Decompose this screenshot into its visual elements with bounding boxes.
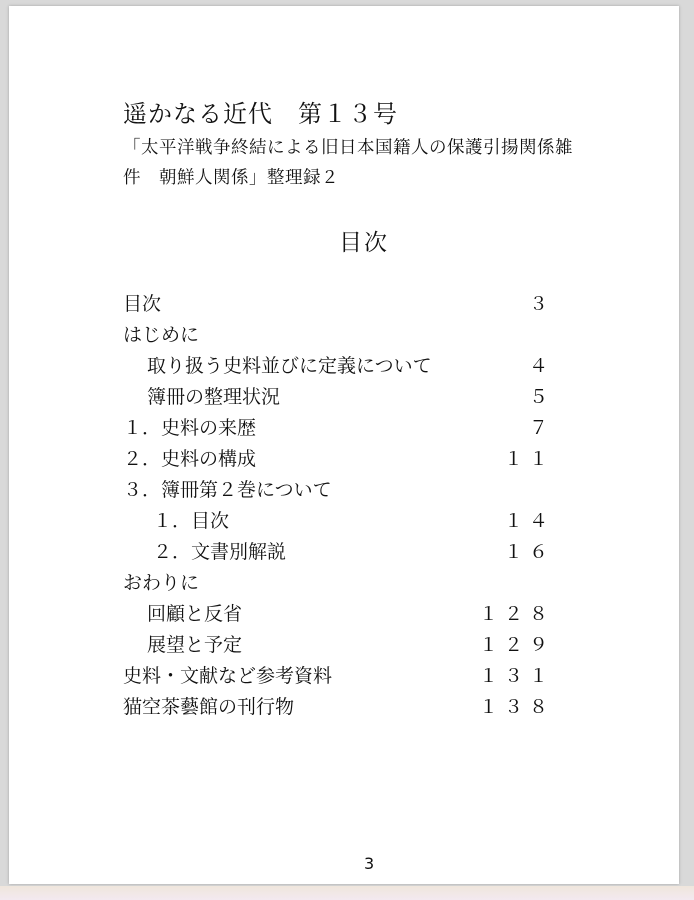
page-number: 3 bbox=[364, 854, 375, 873]
document-subtitle bbox=[123, 133, 623, 193]
toc-entry bbox=[123, 351, 554, 382]
toc-entry bbox=[123, 599, 554, 630]
toc-entry bbox=[123, 630, 554, 661]
toc-entry bbox=[123, 661, 554, 692]
subtitle-line-1: 「太平洋戦争終結による旧日本国籍人の保護引揚関係雑 bbox=[123, 138, 573, 158]
toc-entry-label: ２．史料の構成 bbox=[123, 448, 257, 470]
toc-entry bbox=[123, 444, 554, 475]
table-of-contents bbox=[123, 289, 554, 723]
toc-entry bbox=[123, 320, 548, 351]
toc-entry-label: 簿冊の整理状況 bbox=[147, 386, 281, 408]
toc-entry-label: １．史料の来歴 bbox=[123, 417, 257, 439]
toc-entry-page: １２９ bbox=[478, 634, 554, 656]
toc-entry bbox=[123, 475, 548, 506]
toc-entry bbox=[123, 289, 554, 320]
toc-entry bbox=[123, 537, 554, 568]
toc-entry-page: １３１ bbox=[478, 665, 554, 687]
toc-entry-label: ２．文書別解説 bbox=[153, 541, 287, 563]
toc-entry-label: はじめに bbox=[123, 324, 200, 346]
toc-entry bbox=[123, 506, 554, 537]
toc-entry-page: ３ bbox=[528, 293, 554, 315]
toc-heading: 目次 bbox=[339, 230, 389, 256]
toc-entry-page: １３８ bbox=[478, 696, 554, 718]
toc-entry bbox=[123, 382, 554, 413]
toc-entry-page: １６ bbox=[503, 541, 554, 563]
toc-entry-label: 猫空茶藝館の刊行物 bbox=[123, 696, 295, 718]
document-page bbox=[9, 6, 679, 884]
toc-entry-label: 史料・文献など参考資料 bbox=[123, 665, 333, 687]
toc-entry bbox=[123, 413, 554, 444]
toc-entry-label: 目次 bbox=[123, 293, 162, 315]
toc-entry bbox=[123, 692, 554, 723]
toc-entry bbox=[123, 568, 548, 599]
viewer-bottom-edge bbox=[0, 886, 694, 900]
toc-entry-label: 回顧と反省 bbox=[147, 603, 243, 625]
toc-entry-page: １４ bbox=[503, 510, 554, 532]
subtitle-line-2: 件 朝鮮人関係」整理録２ bbox=[123, 168, 339, 188]
toc-entry-label: ３．簿冊第２巻について bbox=[123, 479, 332, 501]
toc-entry-label: 展望と予定 bbox=[147, 634, 243, 656]
toc-entry-label: 取り扱う史料並びに定義について bbox=[147, 355, 432, 377]
toc-entry-label: １．目次 bbox=[153, 510, 230, 532]
toc-entry-page: １１ bbox=[503, 448, 554, 470]
toc-entry-label: おわりに bbox=[123, 572, 200, 594]
toc-entry-page: ４ bbox=[528, 355, 554, 377]
toc-entry-page: ５ bbox=[528, 386, 554, 408]
toc-entry-page: １２８ bbox=[478, 603, 554, 625]
series-title: 遥かなる近代 第１３号 bbox=[123, 100, 398, 128]
toc-entry-page: ７ bbox=[528, 417, 554, 439]
